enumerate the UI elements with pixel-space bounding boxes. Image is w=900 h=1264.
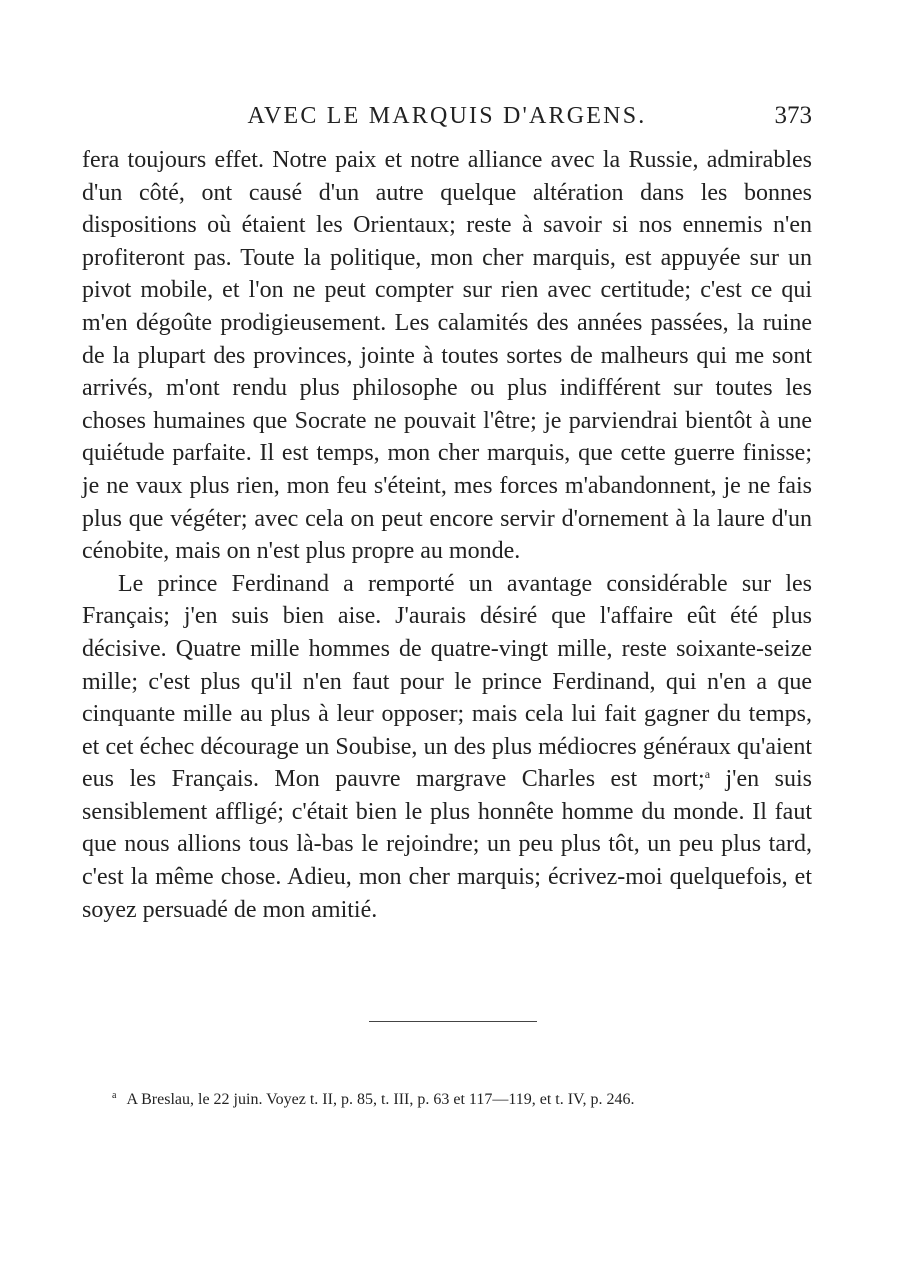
footnote	[112, 1084, 812, 1112]
running-header	[82, 100, 812, 132]
paragraph-2-text-before-note: Le prince Ferdinand a remporté un avantage considérable sur les Français; j'en suis bien aise. J'aurais désiré que l'affaire eût été plus décisive. Quatre mille hommes de quatre-vingt mille, reste soixante-seize mille; c'est plus qu'il n'en faut pour le prince Ferdinand, qui n'en a que cinquante mille au plus à leur opposer; mais cela lui fait gagner du temps, et cet échec décourage un Soubise, un des plus médiocres généraux qu'aient eus les Français. Mon pauvre margrave Charles est mort;	[82, 570, 812, 793]
paragraph-2-text-after-note: j'en suis sensiblement affligé; c'était bien le plus honnête homme du monde. Il faut que nous allions tous là-bas le rejoindre; un peu plus tôt, un peu plus tard, c'est la même chose. Adieu, mon cher marquis; écrivez-moi quelquefois, et soyez persuadé de mon amitié.	[82, 766, 812, 923]
body-text	[82, 144, 812, 926]
footnote-separator-rule	[369, 1021, 537, 1022]
running-title: AVEC LE MARQUIS D'ARGENS.	[247, 103, 647, 129]
footnote-reference-marker: a	[704, 767, 711, 782]
footnote-text: A Breslau, le 22 juin. Voyez t. II, p. 85, t. III, p. 63 et 117—119, et t. IV, p. 246.	[126, 1091, 635, 1108]
paragraph-2	[82, 568, 812, 927]
footnote-marker: a	[112, 1090, 117, 1101]
page-number: 373	[774, 102, 812, 129]
paragraph-1: fera toujours effet. Notre paix et notre alliance avec la Russie, admirables d'un côté, ont causé d'un autre quelque altération dans les bonnes dispositions où étaient les Orientaux; reste à savoir si nos ennemis n'en profiteront pas. Toute la politique, mon cher marquis, est appuyée sur un pivot mobile, et l'on ne peut compter sur rien avec certitude; c'est ce qui m'en dégoûte prodigieusement. Les calamités des années passées, la ruine de la plupart des provinces, jointe à toutes sortes de malheurs qui me sont arrivés, m'ont rendu plus philosophe ou plus indifférent sur toutes les choses humaines que Socrate ne pouvait l'être; je parviendrai bientôt à une quiétude parfaite. Il est temps, mon cher marquis, que cette guerre finisse; je ne vaux plus rien, mon feu s'éteint, mes forces m'abandonnent, je ne fais plus que végéter; avec cela on peut encore servir d'ornement à la laure d'un cénobite, mais on n'est plus propre au monde.	[82, 147, 812, 565]
